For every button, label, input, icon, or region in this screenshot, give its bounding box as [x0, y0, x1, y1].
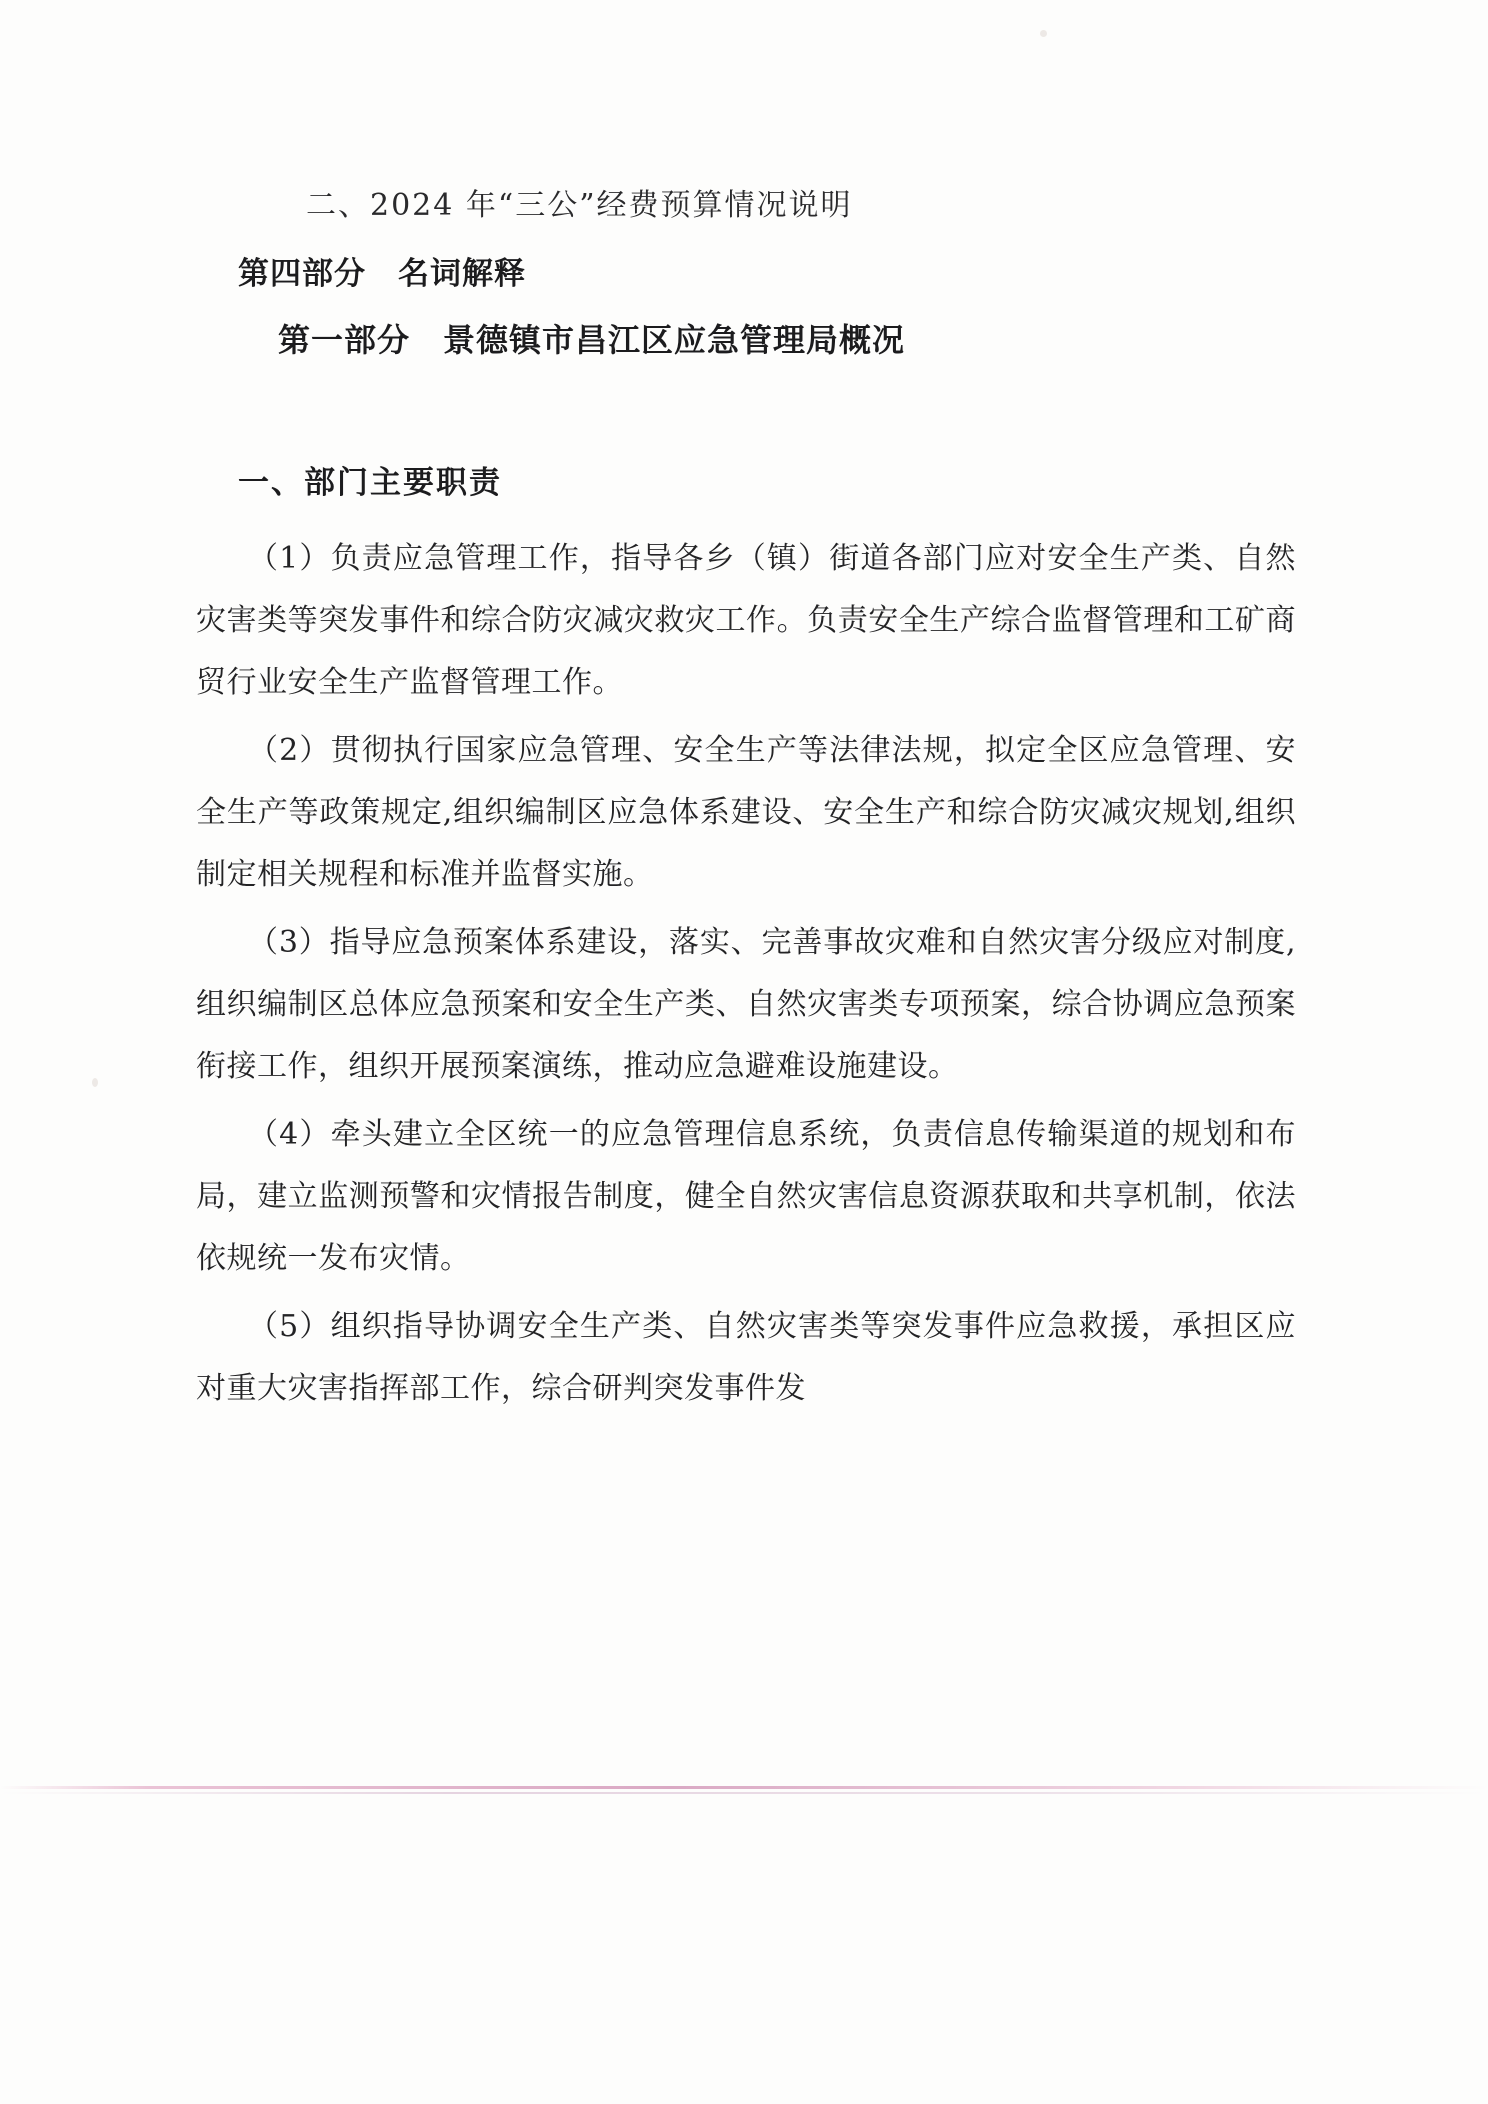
paragraph-1: （1）负责应急管理工作，指导各乡（镇）街道各部门应对安全生产类、自然灾害类等突发事件和综合防灾减灾救灾工作。负责安全生产综合监督管理和工矿商贸行业安全生产监督管理工作。 [196, 541, 1296, 700]
top-line-heading: 二、2024 年“三公”经费预算情况说明 [306, 188, 853, 223]
heading-part-one: 第一部分 景德镇市昌江区应急管理局概况 [278, 321, 906, 359]
paragraph-3: （3）指导应急预案体系建设，落实、完善事故灾难和自然灾害分级应对制度,组织编制区总体应急预案和安全生产类、自然灾害类专项预案，综合协调应急预案衔接工作，组织开展预案演练，推动应急避难设施建设。 [196, 925, 1296, 1084]
heading-part-four: 第四部分 名词解释 [238, 256, 526, 292]
paragraph-5: （5）组织指导协调安全生产类、自然灾害类等突发事件应急救援，承担区应对重大灾害指挥部工作，综合研判突发事件发 [196, 1309, 1296, 1406]
document-body [196, 180, 1296, 1426]
section-title-duties: 一、部门主要职责 [238, 465, 502, 501]
paragraph-4: （4）牵头建立全区统一的应急管理信息系统，负责信息传输渠道的规划和布局，建立监测预警和灾情报告制度，健全自然灾害信息资源获取和共享机制，依法依规统一发布灾情。 [196, 1117, 1296, 1276]
paragraph-2: （2）贯彻执行国家应急管理、安全生产等法律法规，拟定全区应急管理、安全生产等政策规定,组织编制区应急体系建设、安全生产和综合防灾减灾规划,组织制定相关规程和标准并监督实施。 [196, 733, 1296, 892]
